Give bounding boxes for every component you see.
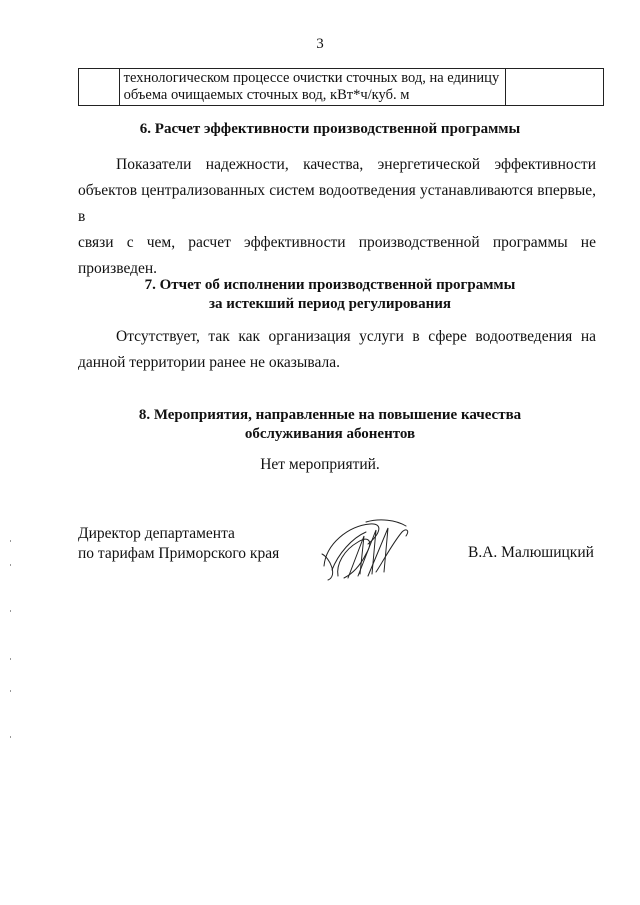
position-line: Директор департамента [78,525,235,542]
table-cell-line: технологическом процессе очистки сточных вод, на единицу [123,70,500,86]
page-number: 3 [316,36,324,52]
section-7-paragraph [78,324,596,376]
section-7-heading [60,276,600,314]
paragraph-line: Отсутствует, так как организация услуги в сфере водоотведения на [116,328,596,345]
heading-line: обслуживания абонентов [244,426,416,442]
section-8-text: Нет мероприятий. [260,456,380,473]
section-8-heading [60,406,600,444]
heading-line: 8. Мероприятия, направленные на повышение качества [138,407,522,423]
continuation-table [78,68,604,106]
signatory-position [78,524,279,564]
paragraph-line: Показатели надежности, качества, энергетической эффективности [116,156,596,173]
table-cell-value [505,69,603,106]
scan-margin-artifact [8,540,14,760]
paragraph-line: произведен. [78,260,158,277]
heading-line: за истекший период регулирования [208,296,452,312]
paragraph-line: объектов централизованных систем водоотведения устанавливаются впервые, в [78,182,596,225]
signatory-name: В.А. Малюшицкий [468,544,594,561]
handwritten-signature [318,514,414,584]
table-cell-number [79,69,120,106]
heading-line: 7. Отчет об исполнении производственной программы [144,277,516,293]
table-row [79,69,604,106]
section-6-heading: 6. Расчет эффективности производственной программы [139,121,521,137]
position-line: по тарифам Приморского края [78,545,280,562]
paragraph-line: данной территории ранее не оказывала. [78,354,340,371]
section-6-paragraph [78,152,596,282]
table-cell-line: объема очищаемых сточных вод, кВт*ч/куб. м [123,87,410,103]
paragraph-line: связи с чем, расчет эффективности производственной программы не [78,234,596,251]
table-cell-indicator [119,69,505,106]
